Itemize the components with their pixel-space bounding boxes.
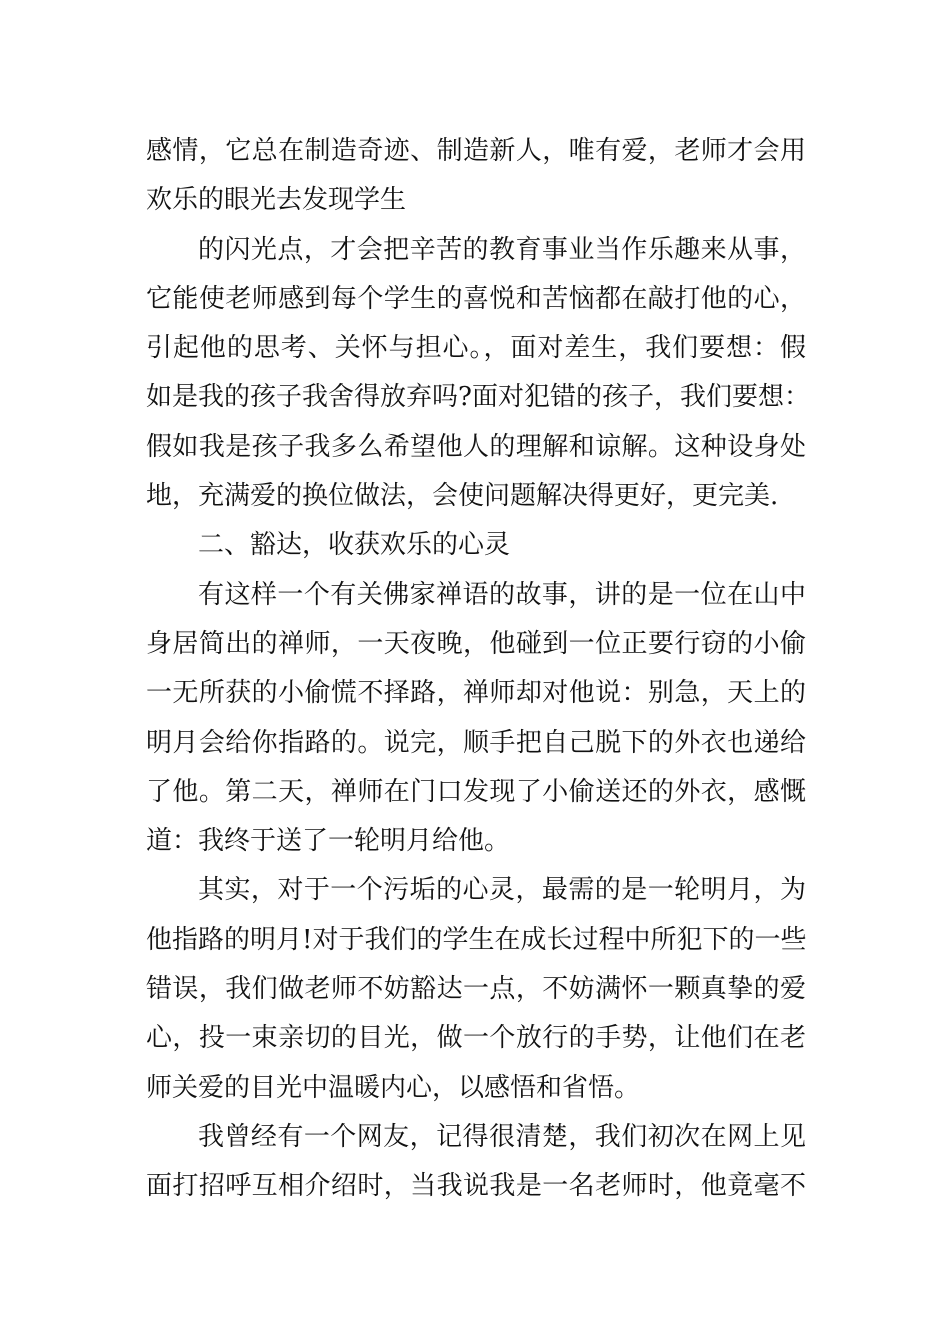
text-line: 心，投一束亲切的目光，做一个放行的手势，让他们在老 <box>146 1023 806 1054</box>
body-text <box>146 127 810 1212</box>
text-line: 面打招呼互相介绍时，当我说我是一名老师时，他竟毫不 <box>146 1171 806 1202</box>
text-line: 道：我终于送了一轮明月给他。 <box>146 826 511 857</box>
text-line: 感情，它总在制造奇迹、制造新人，唯有爱，老师才会用 <box>146 136 806 166</box>
text-line: 如是我的孩子我舍得放弃吗?面对犯错的孩子，我们要想： <box>146 382 810 413</box>
text-line: 师关爱的目光中温暖内心，以感悟和省悟。 <box>146 1072 641 1103</box>
text-line: 明月会给你指路的。说完，顺手把自己脱下的外衣也递给 <box>146 727 806 758</box>
text-line: 错误，我们做老师不妨豁达一点，不妨满怀一颗真挚的爱 <box>146 974 806 1005</box>
text-line: 欢乐的眼光去发现学生 <box>146 185 407 216</box>
text-line: 它能使老师感到每个学生的喜悦和苦恼都在敲打他的心， <box>146 283 806 314</box>
text-line: 的闪光点，才会把辛苦的教育事业当作乐趣来从事， <box>198 234 806 265</box>
text-line: 他指路的明月!对于我们的学生在成长过程中所犯下的一些 <box>146 924 807 955</box>
text-line: 一无所获的小偷慌不择路，禅师却对他说：别急，天上的 <box>146 678 806 709</box>
text-line: 我曾经有一个网友，记得很清楚，我们初次在网上见 <box>198 1121 806 1152</box>
text-line: 假如我是孩子我多么希望他人的理解和谅解。这种设身处 <box>146 431 806 462</box>
text-line: 了他。第二天，禅师在门口发现了小偷送还的外衣，感慨 <box>146 776 806 807</box>
section-heading: 二、豁达，收获欢乐的心灵 <box>198 530 511 561</box>
text-line: 身居简出的禅师，一天夜晚，他碰到一位正要行窃的小偷 <box>146 628 806 659</box>
text-line: 引起他的思考、关怀与担心。，面对差生，我们要想：假 <box>146 333 806 364</box>
text-line: 地，充满爱的换位做法，会使问题解决得更好，更完美. <box>146 481 779 512</box>
text-line: 有这样一个有关佛家禅语的故事，讲的是一位在山中 <box>198 579 806 610</box>
text-line: 其实，对于一个污垢的心灵，最需的是一轮明月，为 <box>198 875 806 906</box>
